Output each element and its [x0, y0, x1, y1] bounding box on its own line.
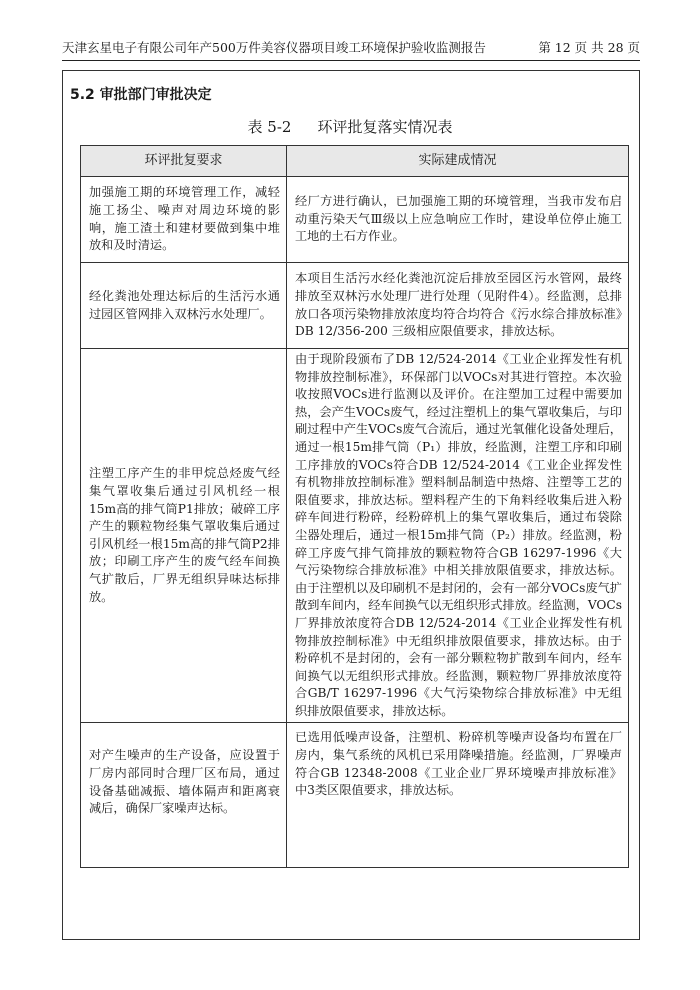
- requirement-cell: 对产生噪声的生产设备，应设置于厂房内部同时合理厂区布局，通过设备基础减振、墙体隔声和距离衰减后，确保厂家噪声达标。: [81, 723, 287, 868]
- column-header-requirement: 环评批复要求: [81, 146, 287, 177]
- page-header: [62, 38, 640, 61]
- table-title: 环评批复落实情况表: [317, 118, 453, 136]
- requirement-cell: 经化粪池处理达标后的生活污水通过园区管网排入双林污水处理厂。: [81, 263, 287, 349]
- page-number: 第 12 页 共 28 页: [538, 40, 640, 55]
- actual-cell: 由于现阶段颁布了DB 12/524-2014《工业企业挥发性有机物排放控制标准》，环保部门以VOCs对其进行管控。本次验收按照VOCs进行监测以及评价。在注塑加工过程中需要加热，会产生VOCs废气，经过注塑机上的集气罩收集后，与印刷过程中产生VOCs废气合流后，通过光氧催化设备处理后，通过一根15m排气筒（P₁）排放，经监测，注塑工序和印刷工序排放的VOCs符合DB 12/524-2014《工业企业挥发性有机物排放控制标准》塑料制品制造中热熔、注塑等工艺的限值要求，排放达标。塑料程产生的下角料经收集后进入粉碎车间进行粉碎，经粉碎机上的集气罩收集后，通过布袋除尘器处理后，通过一根15m排气筒（P₂）排放。经监测，粉碎工序废气排气筒排放的颗粒物符合GB 16297-1996《大气污染物综合排放标准》中相关排放限值要求，排放达标。由于注塑机以及印刷机不是封闭的，会有一部分VOCs废气扩散到车间内，经车间换气以无组织形式排放。经监测，VOCs厂界排放浓度符合DB 12/524-2014《工业企业挥发性有机物排放控制标准》中无组织排放限值要求，排放达标。由于粉碎机不是封闭的，会有一部分颗粒物扩散到车间内，经车间换气以无组织形式排放。经监测，颗粒物厂界排放浓度符合GB/T 16297-1996《大气污染物综合排放标准》中无组织排放限值要求，排放达标。: [287, 349, 629, 723]
- approval-table: [80, 145, 629, 868]
- requirement-cell: 注塑工序产生的非甲烷总烃废气经集气罩收集后通过引风机经一根15m高的排气筒P1排放；破碎工序产生的颗粒物经集气罩收集后通过引风机经一根15m高的排气筒P2排放；印刷工序产生的废气经车间换气扩散后，厂界无组织异味达标排放。: [81, 349, 287, 723]
- actual-cell: 本项目生活污水经化粪池沉淀后排放至园区污水管网，最终排放至双林污水处理厂进行处理（见附件4）。经监测，总排放口各项污染物排放浓度均符合均符合《污水综合排放标准》DB 12/356-200 三级相应限值要求，排放达标。: [287, 263, 629, 349]
- table-row: [81, 723, 629, 868]
- table-row: [81, 349, 629, 723]
- table-number: 表 5-2: [247, 118, 292, 136]
- report-title: 天津玄星电子有限公司年产500万件美容仪器项目竣工环境保护验收监测报告: [62, 40, 486, 55]
- actual-cell: 经厂方进行确认，已加强施工期的环境管理，当我市发布启动重污染天气Ⅲ级以上应急响应工作时，建设单位停止施工工地的土石方作业。: [287, 177, 629, 263]
- table-row: [81, 177, 629, 263]
- section-heading: 5.2 审批部门审批决定: [70, 87, 212, 103]
- table-header-row: [81, 146, 629, 177]
- actual-cell: 已选用低噪声设备，注塑机、粉碎机等噪声设备均布置在厂房内，集气系统的风机已采用降噪措施。经监测，厂界噪声符合GB 12348-2008《工业企业厂界环境噪声排放标准》中3类区限值要求，排放达标。: [287, 723, 629, 868]
- table-caption: [0, 116, 700, 137]
- column-header-actual: 实际建成情况: [287, 146, 629, 177]
- requirement-cell: 加强施工期的环境管理工作，减轻施工扬尘、噪声对周边环境的影响，施工渣土和建材要做到集中堆放和及时清运。: [81, 177, 287, 263]
- table-row: [81, 263, 629, 349]
